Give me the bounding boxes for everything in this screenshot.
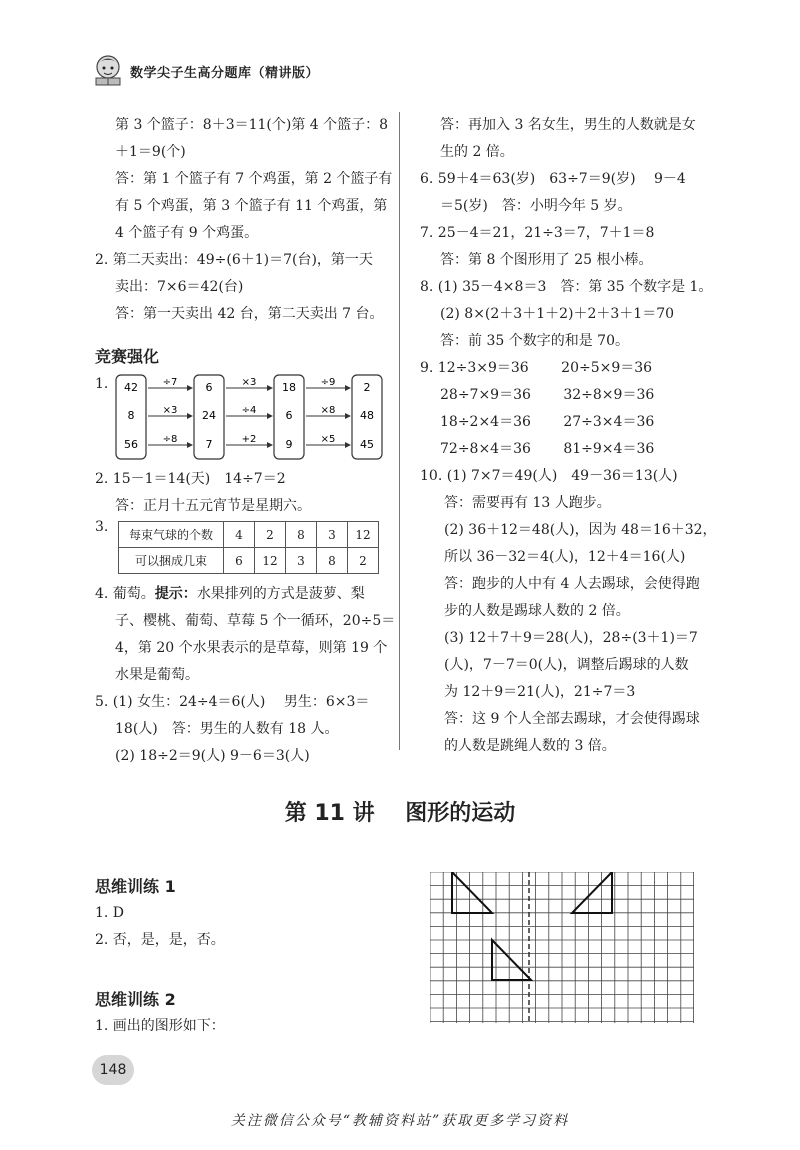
footer-watermark: 关注微信公众号“教辅资料站”获取更多学习资料 [230,1113,570,1129]
answer-line: 答：需要再有 13 人跑步。 [444,495,611,511]
answer-line: 18÷2×4＝36 27÷3×4＝36 [440,414,655,430]
diagram-value: 56 [124,438,138,451]
answer-line: 卖出：7×6＝42(台) [115,279,244,295]
table-cell: 4 [224,522,255,548]
diagram-value: 8 [127,409,135,422]
answer-line: 1. 画出的图形如下： [95,1018,225,1034]
section-heading: 竞赛强化 [95,347,160,366]
table-row-label: 每束气球的个数 [119,522,224,548]
flow-diagram [90,373,390,463]
page-number: 148 [92,1055,134,1085]
table-cell: 6 [224,548,255,574]
answer-line: 9. 12÷3×9＝36 20÷5×9＝36 [420,360,653,376]
diagram-operation: ×3 [162,405,178,416]
section-heading: 思维训练 2 [95,990,176,1009]
answer-line: 答：这 9 个人全部去踢球，才会使得踢球 [444,711,700,727]
answer-line: 答：第 8 个图形用了 25 根小棒。 [440,252,653,268]
answer-line: 2. 否，是，是，否。 [95,932,225,948]
diagram-value: 45 [360,438,374,451]
competition-items-4-5 [95,581,395,770]
table-row [119,522,379,548]
diagram-operation: ÷9 [320,377,336,388]
answer-line: 为 12＋9＝21(人)，21÷7＝3 [444,684,636,700]
diagram-value: 9 [285,438,293,451]
competition-item-2 [95,466,395,520]
diagram-value: 24 [202,409,216,422]
training2-answers [95,1013,225,1040]
answer-line: 4，第 20 个水果表示的是草莓，则第 19 个 [115,640,388,656]
cartoon-child-icon [90,52,126,88]
reflected-triangle [572,872,612,913]
chapter-name: 图形的运动 [405,801,516,826]
diagram-operation: ÷7 [162,377,178,388]
answer-line: 的人数是跳绳人数的 3 倍。 [444,738,616,754]
original-triangle [452,872,492,913]
item4-first-rest: 水果排列的方式是菠萝、梨 [196,586,365,602]
diagram-operation: ÷4 [241,405,257,416]
answer-line: 答：正月十五元宵节是星期六。 [115,498,311,514]
table-cell: 12 [348,522,379,548]
answer-line: 第 3 个篮子：8＋3＝11(个)第 4 个篮子：8 [115,117,389,133]
diagram-operation: ÷8 [162,434,178,445]
symmetry-grid-figure [430,872,694,1024]
answer-line: (2) 18÷2＝9(人) 9－6＝3(人) [115,748,310,764]
answer-line: 2. 15－1＝14(天) 14÷7＝2 [95,471,286,487]
table-cell: 2 [255,522,286,548]
answer-line: 答：第 1 个篮子有 7 个鸡蛋，第 2 个篮子有 [115,171,393,187]
column-divider [399,112,400,750]
diagram-operation: ×8 [320,405,336,416]
answer-line: 72÷8×4＝36 81÷9×4＝36 [440,441,655,457]
answer-line: (3) 12＋7＋9＝28(人)，28÷(3＋1)＝7 [444,630,698,646]
answer-line: 10. (1) 7×7＝49(人) 49－36＝13(人) [420,468,678,484]
answer-line: 水果是葡萄。 [115,667,199,683]
diagram-value: 7 [205,438,213,451]
answer-line: 5. (1) 女生：24÷4＝6(人) 男生：6×3＝ [95,694,370,710]
item-label: 3. [95,519,109,535]
answer-line: 有 5 个鸡蛋，第 3 个篮子有 11 个鸡蛋，第 [115,198,388,214]
diagram-value: 48 [360,409,374,422]
answer-line: 生的 2 倍。 [440,144,514,160]
translated-triangle [492,940,531,980]
answer-line: 步的人数是踢球人数的 2 倍。 [444,603,630,619]
left-column [95,112,395,328]
diagram-value: 2 [363,381,371,394]
answer-line: 7. 25－4＝21，21÷3＝7，7＋1＝8 [420,225,655,241]
diagram-value: 42 [124,381,138,394]
answer-line: 答：前 35 个数字的和是 70。 [440,333,629,349]
answer-line: 18(人) 答：男生的人数有 18 人。 [115,721,339,737]
answer-line: 所以 36－32＝4(人)，12＋4＝16(人) [444,549,686,565]
table-cell: 8 [317,548,348,574]
section-heading: 思维训练 1 [95,877,176,896]
answer-line: 子、樱桃、葡萄、草莓 5 个一循环，20÷5＝ [115,613,396,629]
answer-line: ＋1＝9(个) [115,144,186,160]
balloon-table [118,521,379,574]
chapter-title [0,796,800,827]
answer-line: (2) 36＋12＝48(人)，因为 48＝16＋32， [444,522,717,538]
answer-line: 28÷7×9＝36 32÷8×9＝36 [440,387,655,403]
hint-label: 提示： [154,586,197,602]
table-cell: 3 [317,522,348,548]
answer-line: 4 个篮子有 9 个鸡蛋。 [115,225,259,241]
answer-line: 答：第一天卖出 42 台，第二天卖出 7 台。 [115,306,384,322]
chapter-number: 第 11 讲 [284,801,375,826]
answer-line: 2. 第二天卖出：49÷(6＋1)＝7(台)，第一天 [95,252,373,268]
answer-line: 8. (1) 35－4×8＝3 答：第 35 个数字是 1。 [420,279,713,295]
answer-line: 1. D [95,905,125,921]
training1-answers [95,900,225,954]
answer-line [95,581,395,608]
diagram-operation: +2 [241,434,257,445]
answer-line: 答：跑步的人中有 4 人去踢球，会使得跑 [444,576,700,592]
table-cell: 2 [348,548,379,574]
right-column [420,112,720,760]
answer-line: ＝5(岁) 答：小明今年 5 岁。 [440,198,632,214]
table-cell: 8 [286,522,317,548]
answer-line: 6. 59＋4＝63(岁) 63÷7＝9(岁) 9－4 [420,171,686,187]
table-cell: 12 [255,548,286,574]
book-title: 数学尖子生高分题库（精讲版） [130,66,320,81]
diagram-operation: ×5 [320,434,336,445]
diagram-value: 6 [205,381,213,394]
table-row-label: 可以捆成几束 [119,548,224,574]
answer-line: (人)，7－7＝0(人)，调整后踢球的人数 [444,657,689,673]
item-label: 1. [95,376,109,392]
diagram-operation: ×3 [241,377,257,388]
answer-line: 答：再加入 3 名女生，男生的人数就是女 [440,117,696,133]
diagram-value: 18 [282,381,296,394]
answer-line: (2) 8×(2＋3＋1＋2)＋2＋3＋1＝70 [440,306,675,322]
table-cell: 3 [286,548,317,574]
item4-prefix: 4. 葡萄。 [95,586,155,602]
diagram-value: 6 [285,409,293,422]
table-row [119,548,379,574]
